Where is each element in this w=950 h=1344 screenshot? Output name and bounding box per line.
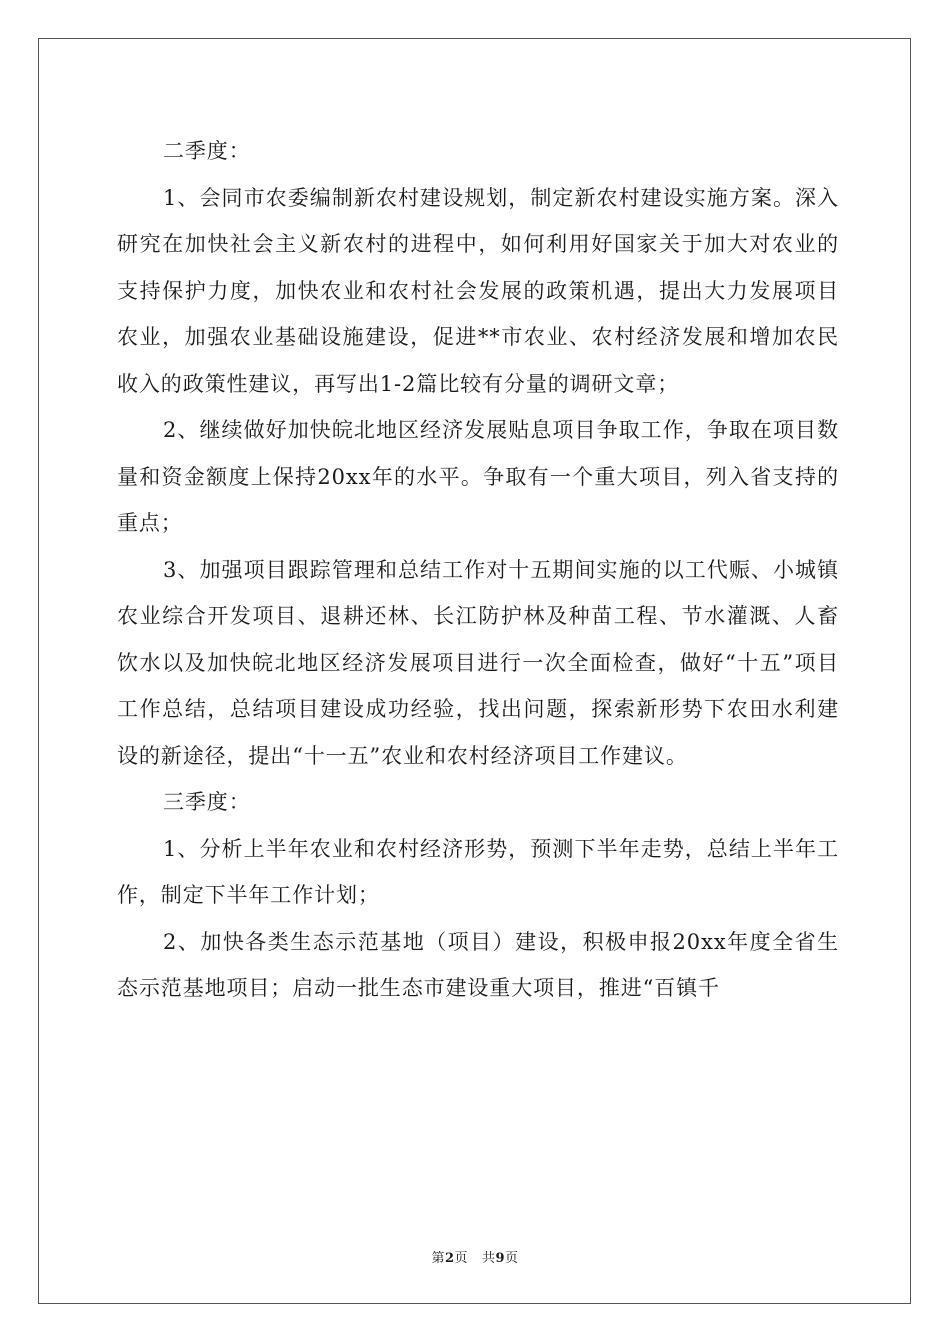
heading-q2: 二季度：	[163, 139, 251, 163]
page-suffix: 页	[454, 1251, 469, 1266]
total-pages: 9	[495, 1251, 506, 1266]
page-prefix: 第	[431, 1251, 445, 1266]
total-suffix: 页	[505, 1251, 519, 1266]
paragraph-q2-item-3: 3、加强项目跟踪管理和总结工作对十五期间实施的以工代赈、小城镇农业综合开发项目、退耕还林、长江防护林及种苗工程、节水灌溉、人畜饮水以及加快皖北地区经济发展项目进行一次全面检查，做好“十五”项目工作总结，总结项目建设成功经验，找出问题，探索新形势下农田水利建设的新途径，提出“十一五”农业和农村经济项目工作建议。	[117, 557, 839, 768]
page-number: 2	[444, 1251, 455, 1266]
page-footer	[0, 1247, 950, 1266]
paragraph-q3-item-2: 2、加快各类生态示范基地（项目）建设，积极申报20xx年度全省生态示范基地项目；启动一批生态市建设重大项目，推进“百镇千	[117, 929, 839, 1000]
total-prefix: 共	[481, 1251, 496, 1266]
heading-q3: 三季度：	[163, 790, 251, 814]
paragraph-q2-item-2: 2、继续做好加快皖北地区经济发展贴息项目争取工作，争取在项目数量和资金额度上保持20xx年的水平。争取有一个重大项目，列入省支持的重点；	[117, 418, 839, 535]
paragraph-q3-item-1: 1、分析上半年农业和农村经济形势，预测下半年走势，总结上半年工作，制定下半年工作计划；	[117, 836, 839, 907]
document-body	[117, 128, 839, 1012]
paragraph-q2-item-1: 1、会同市农委编制新农村建设规划，制定新农村建设实施方案。深入研究在加快社会主义新农村的进程中，如何利用好国家关于加大对农业的支持保护力度，加快农业和农村社会发展的政策机遇，提出大力发展项目农业，加强农业基础设施建设，促进**市农业、农村经济发展和增加农民收入的政策性建议，再写出1-2篇比较有分量的调研文章；	[117, 185, 839, 396]
